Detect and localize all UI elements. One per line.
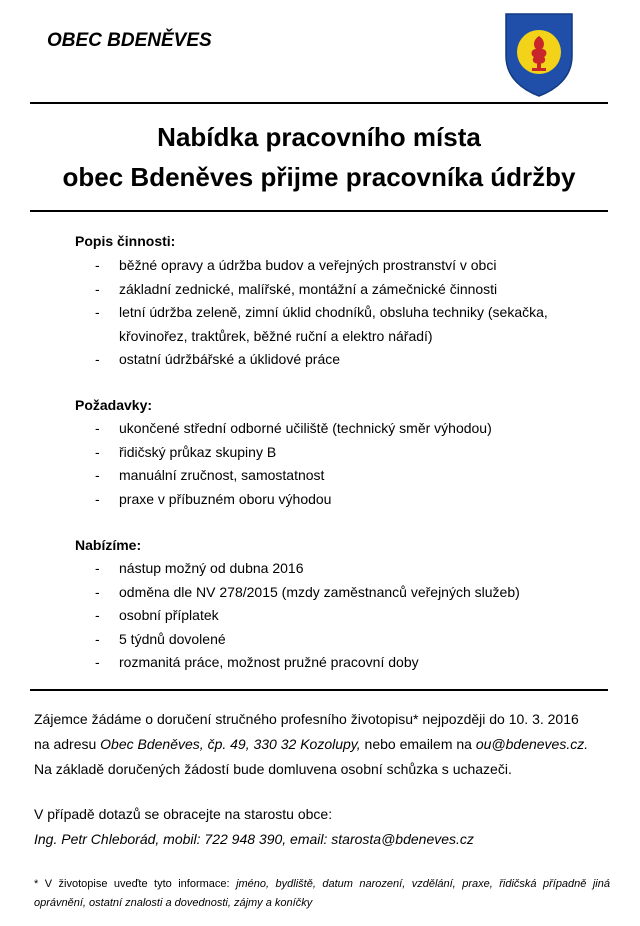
section-title: Popis činnosti: — [75, 233, 176, 249]
contact-details: Ing. Petr Chleborád, mobil: 722 948 390, email: starosta@bdeneves.cz — [34, 831, 474, 847]
application-line-3: Na základě doručených žádostí bude domluvena osobní schůzka s uchazeči. — [34, 761, 512, 777]
section-title: Nabízíme: — [75, 537, 142, 553]
divider-bottom — [30, 689, 608, 691]
list-item: - ukončené střední odborné učiliště (technický směr výhodou) — [95, 420, 492, 436]
application-line-2: na adresu Obec Bdeněves, čp. 49, 330 32 Kozolupy, nebo emailem na ou@bdeneves.cz. — [34, 736, 589, 752]
list-item: - ostatní údržbářské a úklidové práce — [95, 351, 341, 367]
contact-intro: V případě dotazů se obracejte na starostu obce: — [34, 806, 333, 822]
list-item: - rozmanitá práce, možnost pružné pracovní doby — [95, 654, 419, 670]
headline-line-2: obec Bdeněves přijme pracovníka údržby — [62, 162, 576, 192]
contact-block — [34, 802, 614, 852]
list-item: - 5 týdnů dovolené — [95, 630, 226, 647]
footnote: * V životopise uveďte tyto informace: jméno, bydliště, datum narození, vzdělání, praxe, řidičská případně jiná oprávnění, ostatní znalosti a dovednosti, zájmy a koníčky — [34, 878, 610, 909]
section-title: Požadavky: — [75, 397, 153, 413]
divider-middle — [30, 210, 608, 212]
list-item: - osobní příplatek — [95, 607, 219, 623]
application-paragraph — [34, 707, 614, 782]
list-item: - řidičský průkaz skupiny B — [95, 443, 277, 460]
application-line-1: Zájemce žádáme o doručení stručného profesního životopisu* nejpozději do 10. 3. 2016 — [34, 711, 579, 727]
list-item: - nástup možný od dubna 2016 — [95, 560, 304, 576]
headline-line-1: Nabídka pracovního místa — [157, 122, 481, 152]
municipality-title: OBEC BDENĚVES — [47, 30, 212, 51]
list-item: - běžné opravy a údržba budov a veřejných prostranství v obci — [95, 257, 497, 273]
list-item: - letní údržba zeleně, zimní úklid chodníků, obsluha techniky (sekačka, křovinořez, traktůrek, běžné ruční a elektro nářadí) — [95, 304, 548, 344]
duties-list — [75, 254, 548, 372]
list-item: - manuální zručnost, samostatnost — [95, 467, 325, 483]
requirements-list — [75, 417, 492, 511]
list-item: - odměna dle NV 278/2015 (mzdy zaměstnanců veřejných služeb) — [95, 583, 520, 600]
list-item: - základní zednické, malířské, montážní a zámečnické činnosti — [95, 280, 498, 297]
address-text: Obec Bdeněves, čp. 49, 330 32 Kozolupy, — [100, 736, 361, 752]
email-link[interactable]: ou@bdeneves.cz. — [475, 736, 589, 752]
list-item: - praxe v příbuzném oboru výhodou — [95, 490, 332, 507]
offer-list — [75, 557, 520, 675]
coat-of-arms-icon — [503, 12, 575, 98]
divider-top — [30, 102, 608, 104]
